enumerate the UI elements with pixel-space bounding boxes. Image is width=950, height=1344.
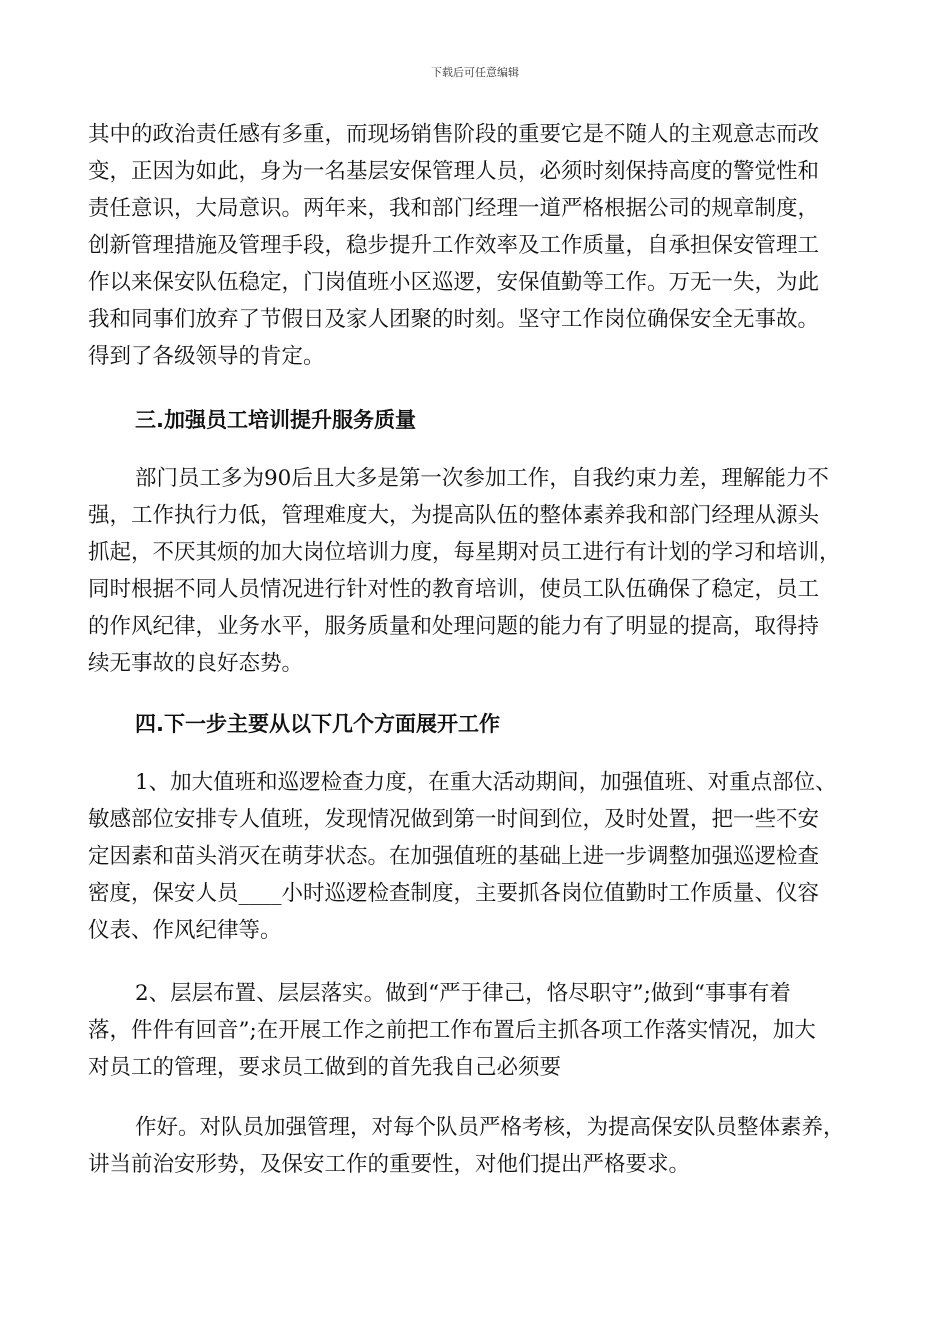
section-heading: 四.下一步主要从以下几个方面展开工作 xyxy=(135,712,500,736)
text-line: 同时根据不同人员情况进行针对性的教育培训，使员工队伍确保了稳定，员工 xyxy=(88,577,820,602)
text-line: 强，工作执行力低，管理难度大，为提高队伍的整体素养我和部门经理从源头 xyxy=(88,503,820,528)
text-line: 密度，保安人员____小时巡逻检查制度，主要抓各岗位值勤时工作质量、仪容 xyxy=(88,881,820,906)
text-line: 责任意识，大局意识。两年来，我和部门经理一道严格根据公司的规章制度， xyxy=(88,196,820,221)
header-note: 下载后可任意编辑 xyxy=(431,66,519,79)
text-line: 作好。对队员加强管理，对每个队员严格考核，为提高保安队员整体素养， xyxy=(135,1115,845,1140)
text-line: 定因素和苗头消灭在萌芽状态。在加强值班的基础上进一步调整加强巡逻检查 xyxy=(88,844,820,869)
text-line: 敏感部位安排专人值班，发现情况做到第一时间到位，及时处置，把一些不安 xyxy=(88,807,820,832)
text-line: 对员工的管理，要求员工做到的首先我自己必须要 xyxy=(88,1055,562,1080)
text-line: 变，正因为如此，身为一名基层安保管理人员，必须时刻保持高度的警觉性和 xyxy=(88,159,820,184)
text-line: 创新管理措施及管理手段，稳步提升工作效率及工作质量，自承担保安管理工 xyxy=(88,233,820,258)
text-line: 1、加大值班和巡逻检查力度，在重大活动期间，加强值班、对重点部位、 xyxy=(135,770,837,795)
text-line: 部门员工多为90后且大多是第一次参加工作，自我约束力差，理解能力不 xyxy=(135,466,829,491)
text-line: 抓起，不厌其烦的加大岗位培训力度，每星期对员工进行有计划的学习和培训， xyxy=(88,540,841,565)
text-line: 我和同事们放弃了节假日及家人团聚的时刻。坚守工作岗位确保安全无事故。 xyxy=(88,307,820,332)
text-line: 其中的政治责任感有多重，而现场销售阶段的重要它是不随人的主观意志而改 xyxy=(88,122,820,147)
text-line: 2、层层布置、层层落实。做到“严于律己，恪尽职守”;做到“事事有着 xyxy=(135,981,791,1006)
text-line: 续无事故的良好态势。 xyxy=(88,651,304,676)
text-line: 落，件件有回音”;在开展工作之前把工作布置后主抓各项工作落实情况，加大 xyxy=(88,1018,816,1043)
text-line: 作以来保安队伍稳定，门岗值班小区巡逻，安保值勤等工作。万无一失，为此 xyxy=(88,270,820,295)
section-heading: 三.加强员工培训提升服务质量 xyxy=(135,408,416,432)
text-line: 仪表、作风纪律等。 xyxy=(88,918,282,943)
text-line: 得到了各级领导的肯定。 xyxy=(88,344,325,369)
text-line: 讲当前治安形势，及保安工作的重要性，对他们提出严格要求。 xyxy=(88,1152,691,1177)
text-line: 的作风纪律，业务水平，服务质量和处理问题的能力有了明显的提高，取得持 xyxy=(88,614,820,639)
